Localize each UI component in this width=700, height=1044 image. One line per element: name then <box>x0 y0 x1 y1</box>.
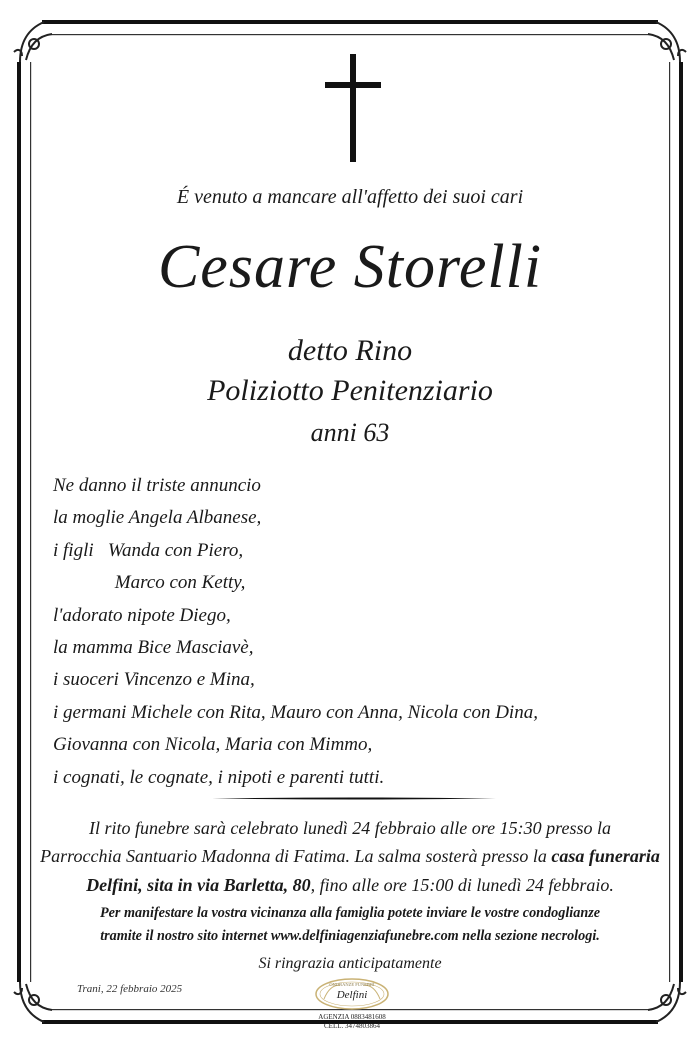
profession: Poliziotto Penitenziario <box>207 374 493 407</box>
family-line: i suoceri Vincenzo e Mina, <box>53 669 255 691</box>
funeral-line-2 <box>30 843 670 869</box>
corner-ornament-top-left <box>14 22 52 62</box>
condolences-line-2: tramite il nostro sito internet www.delfiniagenziafunebre.com nella sezione necrologi. <box>100 928 600 944</box>
family-line: i figli Wanda con Piero, <box>53 539 244 561</box>
frame-top-bar <box>42 20 658 24</box>
funeral-home-label: casa funeraria <box>551 846 660 866</box>
corner-ornament-bottom-left <box>14 982 52 1022</box>
funeral-line-2-text: Parrocchia Santuario Madonna di Fatima. La salma sosterà presso la <box>40 846 552 866</box>
agency-logo-name: Delfini <box>336 989 368 1001</box>
funeral-home-address: Delfini, sita in via Barletta, 80 <box>86 875 311 895</box>
family-line: Ne danno il triste annuncio <box>53 475 261 496</box>
place-date: Trani, 22 febbraio 2025 <box>77 983 183 995</box>
cross-icon <box>323 52 383 164</box>
agency-phone: AGENZIA 0883481608 <box>318 1013 386 1021</box>
deceased-name: Cesare Storelli <box>157 233 543 301</box>
agency-logo <box>306 977 398 1033</box>
agency-logo-top: ONORANZE FUNEBRI <box>329 982 375 987</box>
funeral-line-3 <box>30 872 670 898</box>
thanks-text: Si ringrazia anticipatamente <box>258 955 442 972</box>
family-line: l'adorato nipote Diego, <box>53 604 231 626</box>
family-line: i germani Michele con Rita, Mauro con Anna, Nicola con Dina, <box>53 701 538 723</box>
section-divider <box>212 797 496 800</box>
funeral-line-1: Il rito funebre sarà celebrato lunedì 24 febbraio alle ore 15:30 presso la <box>89 818 611 838</box>
nickname: detto Rino <box>287 334 413 367</box>
corner-ornament-bottom-right <box>648 982 686 1022</box>
intro-text: É venuto a mancare all'affetto dei suoi cari <box>176 186 524 208</box>
family-announcement <box>53 470 653 794</box>
agency-cell: CELL. 3474803864 <box>324 1022 380 1030</box>
frame-inner-top <box>48 34 652 35</box>
family-line: la mamma Bice Masciavè, <box>53 636 254 658</box>
corner-ornament-top-right <box>648 22 686 62</box>
age: anni 63 <box>310 418 390 447</box>
funeral-line-3-text: , fino alle ore 15:00 di lunedì 24 febbraio. <box>310 875 614 895</box>
condolences-line-1: Per manifestare la vostra vicinanza alla famiglia potete inviare le vostre condoglianze <box>99 905 601 921</box>
family-line: i cognati, le cognate, i nipoti e parenti tutti. <box>53 766 385 788</box>
family-line: la moglie Angela Albanese, <box>53 507 262 529</box>
family-line: Giovanna con Nicola, Maria con Mimmo, <box>53 734 373 756</box>
family-line: Marco con Ketty, <box>53 572 246 594</box>
